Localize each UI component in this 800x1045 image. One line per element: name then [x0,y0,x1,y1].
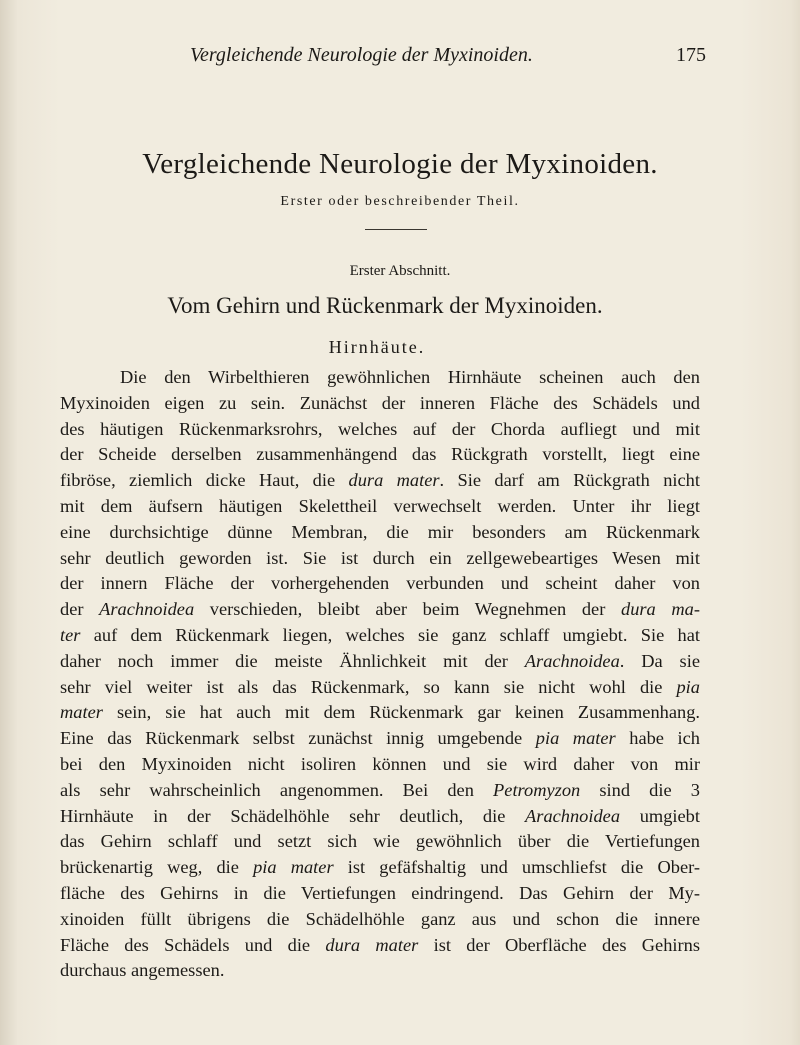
text-line: Die den Wirbelthieren gewöhnlichen Hirnhäute scheinen auch den [120,367,700,387]
text-line: Eine das Rückenmark selbst zunächst innig umgebende pia mater habe ich [60,728,700,749]
text-line: eine durchsichtige dünne Membran, die mir besonders am Rückenmark [60,521,700,542]
text-line: Fläche des Schädels und die dura mater ist der Oberfläche des Gehirns [60,934,700,955]
text-line: sehr deutlich geworden ist. Sie ist durch ein zellgewebeartiges Wesen mit [60,547,700,568]
chapter-title: Vergleichende Neurologie der Myxinoiden. [142,148,658,180]
text-line: das Gehirn schlaff und setzt sich wie gewöhnlich über die Vertiefungen [60,831,700,852]
body-paragraph [60,365,700,984]
text-line: fibröse, ziemlich dicke Haut, die dura mater. Sie darf am Rückgrath nicht [60,470,700,491]
running-head: Vergleichende Neurologie der Myxinoiden. [190,44,533,66]
text-line: Myxinoiden eigen zu sein. Zunächst der inneren Fläche des Schädels und [60,392,700,413]
page-number: 175 [676,44,706,66]
chapter-subtitle: Erster oder beschreibender Theil. [280,194,520,209]
divider-rule [365,229,427,230]
text-line: der Arachnoidea verschieden, bleibt aber beim Wegnehmen der dura ma- [60,599,700,620]
subheading: Hirnhäute. [328,337,426,357]
text-line: als sehr wahrscheinlich angenommen. Bei den Petromyzon sind die 3 [60,779,700,800]
text-line: ter auf dem Rückenmark liegen, welches sie ganz schlaff umgiebt. Sie hat [60,624,700,645]
text-line: brückenartig weg, die pia mater ist gefäfshaltig und umschliefst die Ober- [60,857,700,878]
text-line: der innern Fläche der vorhergehenden verbunden und scheint daher von [60,573,700,594]
text-line: fläche des Gehirns in die Vertiefungen eindringend. Das Gehirn der My- [60,882,700,903]
text-line: mit dem äufsern häutigen Skelettheil verwechselt werden. Unter ihr liegt [60,495,700,516]
text-line: sehr viel weiter ist als das Rückenmark, so kann sie nicht wohl die pia [60,676,700,697]
section-title: Vom Gehirn und Rückenmark der Myxinoiden. [167,293,603,318]
text-line: mater sein, sie hat auch mit dem Rückenmark gar keinen Zusammenhang. [60,702,700,723]
text-line: des häutigen Rückenmarksrohrs, welches auf der Chorda aufliegt und mit [60,418,700,439]
text-line: xinoiden füllt übrigens die Schädelhöhle ganz aus und schon die innere [60,908,700,929]
text-line: bei den Myxinoiden nicht isoliren können und sie wird daher von mir [60,753,700,774]
text-line: daher noch immer die meiste Ähnlichkeit mit der Arachnoidea. Da sie [60,650,700,671]
section-label: Erster Abschnitt. [349,263,451,279]
text-line: Hirnhäute in der Schädelhöhle sehr deutlich, die Arachnoidea umgiebt [60,805,700,826]
text-line: der Scheide derselben zusammenhängend das Rückgrath vorstellt, liegt eine [60,444,700,465]
text-line: durchaus angemessen. [60,960,225,981]
